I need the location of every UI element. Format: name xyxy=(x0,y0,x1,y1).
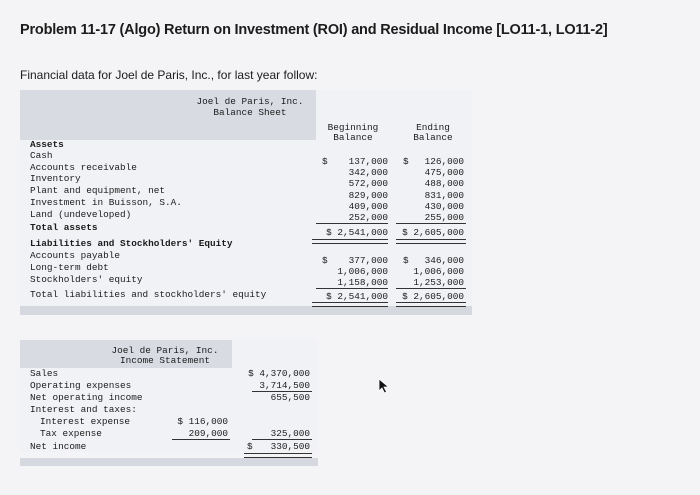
asset-end-plant: 831,000 xyxy=(424,190,464,201)
asset-begin-inventory: 572,000 xyxy=(348,178,388,189)
is-total-it-value: 325,000 xyxy=(270,428,310,439)
is-sales-value: $ 4,370,000 xyxy=(248,368,310,379)
liabilities-heading: Liabilities and Stockholders' Equity xyxy=(30,238,233,249)
is-tax-value: 209,000 xyxy=(188,428,228,439)
dollar-sign: $ xyxy=(322,255,328,266)
liab-label-ap: Accounts payable xyxy=(30,250,121,261)
col-beginning-line1: Beginning xyxy=(327,122,379,133)
col-ending-line1: Ending xyxy=(416,122,450,133)
subtotal-rule xyxy=(252,439,312,440)
problem-title: Problem 11-17 (Algo) Return on Investment (ROI) and Residual Income [LO11-1, LO11-2] xyxy=(20,22,608,38)
is-net-income-value: 330,500 xyxy=(270,441,310,452)
total-assets-label: Total assets xyxy=(30,222,98,233)
total-liab-end: $ 2,605,000 xyxy=(402,291,464,302)
asset-label-cash: Cash xyxy=(30,150,53,161)
asset-end-inventory: 488,000 xyxy=(424,178,464,189)
is-statement-name: Income Statement xyxy=(119,355,210,366)
dollar-sign: $ xyxy=(403,156,409,167)
liab-end-ltd: 1,006,000 xyxy=(413,266,464,277)
subtotal-rule xyxy=(396,288,466,289)
total-double-rule xyxy=(396,239,466,244)
is-interest-label: Interest expense xyxy=(40,416,131,427)
intro-text: Financial data for Joel de Paris, Inc., for last year follow: xyxy=(20,68,318,82)
col-ending-line2: Balance xyxy=(413,132,453,143)
bs-statement-name: Balance Sheet xyxy=(213,107,287,118)
is-sales-label: Sales xyxy=(30,368,59,379)
asset-begin-investment: 409,000 xyxy=(348,201,388,212)
liab-label-ltd: Long-term debt xyxy=(30,262,109,273)
col-beginning-line2: Balance xyxy=(333,132,373,143)
asset-begin-ar: 342,000 xyxy=(348,167,388,178)
total-double-rule xyxy=(312,239,388,244)
dollar-sign: $ xyxy=(322,156,328,167)
is-interest-taxes-label: Interest and taxes: xyxy=(30,404,137,415)
is-company-name: Joel de Paris, Inc. xyxy=(111,345,219,356)
is-noi-label: Net operating income xyxy=(30,392,143,403)
asset-begin-plant: 829,000 xyxy=(348,190,388,201)
is-tax-label: Tax expense xyxy=(40,428,102,439)
is-interest-value: $ 116,000 xyxy=(177,416,228,427)
asset-end-investment: 430,000 xyxy=(424,201,464,212)
asset-begin-cash: 137,000 xyxy=(348,156,388,167)
liab-begin-ltd: 1,006,000 xyxy=(337,266,388,277)
asset-label-investment: Investment in Buisson, S.A. xyxy=(30,197,182,208)
asset-end-ar: 475,000 xyxy=(424,167,464,178)
total-double-rule xyxy=(396,302,466,307)
liab-end-ap: 346,000 xyxy=(424,255,464,266)
liab-begin-ap: 377,000 xyxy=(348,255,388,266)
asset-end-land: 255,000 xyxy=(424,212,464,223)
asset-label-inventory: Inventory xyxy=(30,173,81,184)
dollar-sign: $ xyxy=(403,255,409,266)
mouse-cursor-icon xyxy=(378,378,390,394)
liab-end-equity: 1,253,000 xyxy=(413,277,464,288)
assets-heading: Assets xyxy=(30,139,64,150)
asset-end-cash: 126,000 xyxy=(424,156,464,167)
asset-label-plant: Plant and equipment, net xyxy=(30,185,166,196)
balance-sheet-footer-strip xyxy=(20,306,472,315)
asset-label-land: Land (undeveloped) xyxy=(30,209,132,220)
total-assets-begin: $ 2,541,000 xyxy=(326,227,388,238)
subtotal-rule xyxy=(316,288,388,289)
total-liab-label: Total liabilities and stockholders' equity xyxy=(30,289,267,300)
asset-begin-land: 252,000 xyxy=(348,212,388,223)
bs-company-name: Joel de Paris, Inc. xyxy=(196,96,304,107)
is-opex-label: Operating expenses xyxy=(30,380,132,391)
is-net-income-dollar: $ xyxy=(247,441,253,452)
asset-label-ar: Accounts receivable xyxy=(30,162,137,173)
liab-begin-equity: 1,158,000 xyxy=(337,277,388,288)
is-net-income-label: Net income xyxy=(30,441,87,452)
income-statement-footer-strip xyxy=(20,458,318,466)
subtotal-rule xyxy=(316,223,388,224)
subtotal-rule xyxy=(172,439,230,440)
subtotal-rule xyxy=(396,223,466,224)
liab-label-equity: Stockholders' equity xyxy=(30,274,143,285)
total-double-rule xyxy=(244,453,312,458)
total-double-rule xyxy=(312,302,388,307)
is-opex-value: 3,714,500 xyxy=(259,380,310,391)
total-assets-end: $ 2,605,000 xyxy=(402,227,464,238)
total-liab-begin: $ 2,541,000 xyxy=(326,291,388,302)
is-noi-value: 655,500 xyxy=(270,392,310,403)
